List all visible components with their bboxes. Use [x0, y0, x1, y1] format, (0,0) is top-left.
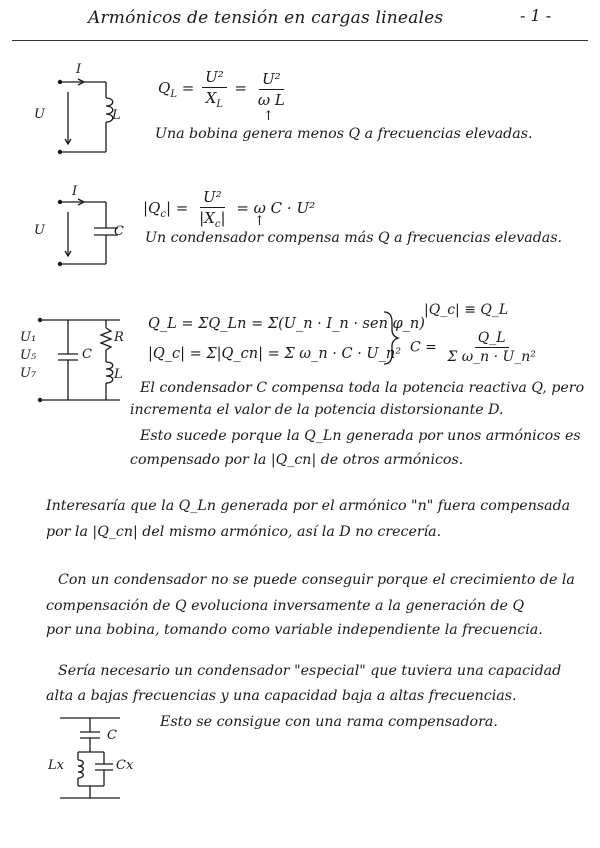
branch-cx-label: Cx — [116, 758, 134, 773]
s1-equation: $Q_L$ = $\frac{\text{U²}}{X_L}$ = $\frac{\text{U²}}{\text{ω L}}$ — [158, 68, 291, 110]
s2-voltage-label: U — [34, 223, 45, 238]
s3-source-u7: U₇ — [20, 366, 37, 381]
s3-c-num: Q_L — [475, 330, 509, 348]
para1-line1: Interesaría que la Q_Ln generada por el armónico "n" fuera compensada — [46, 498, 571, 514]
branch-c-label: C — [107, 728, 117, 743]
s3-c-den: Σ ω_n · U_n² — [447, 349, 536, 365]
s3-c-lhs: C = — [410, 339, 437, 356]
header-rule — [12, 40, 588, 41]
s2-current-label: I — [72, 184, 78, 199]
s1-note: Una bobina genera menos Q a frecuencias elevadas. — [155, 126, 533, 142]
page-number: - 1 - — [520, 6, 552, 25]
s3-resistor-label: R — [114, 330, 124, 345]
para3-line3: Esto se consigue con una rama compensadora. — [160, 714, 498, 730]
s3-equation-ql: Q_L = ΣQ_Ln = Σ(U_n · I_n · sen φ_n) — [148, 316, 425, 332]
s1-omega-arrow: ↑ — [263, 109, 274, 124]
s3-capacitor-label: C — [82, 347, 92, 362]
s2-equation: $|Q_c|$ = $\frac{\text{U²}}{|X_c|}$ = ω C · U² — [143, 188, 316, 230]
s2-omega-arrow: ↑ — [254, 214, 265, 229]
harmonic-load-circuit-diagram — [20, 312, 130, 404]
s1-frac1-num: U² — [202, 68, 227, 88]
para2-line3: por una bobina, tomando como variable independiente la frecuencia. — [46, 622, 543, 638]
s2-eq-rhs: = ω C · U² — [236, 199, 316, 217]
s1-frac2-den: ω L — [257, 90, 285, 109]
s3-note-line4: compensado por la |Q_cn| de otros armónicos. — [130, 452, 464, 468]
para2-line1: Con un condensador no se puede conseguir porque el crecimiento de la — [58, 572, 575, 588]
s2-frac — [196, 188, 228, 230]
s2-frac-den-sub: c — [214, 219, 221, 230]
para3-line1: Sería necesario un condensador "especial" que tuviera una capacidad — [58, 663, 562, 679]
s1-frac1-den-sub: L — [216, 99, 224, 110]
s2-note: Un condensador compensa más Q a frecuencias elevadas. — [145, 230, 563, 246]
s3-c-formula — [410, 330, 542, 365]
s3-source-u1: U₁ — [20, 330, 37, 345]
s3-note-line2: incrementa el valor de la potencia distorsionante D. — [130, 402, 504, 418]
s1-voltage-label: U — [34, 107, 45, 122]
s1-eq-lhs-sub: L — [170, 89, 177, 100]
s1-frac2 — [255, 70, 288, 109]
s1-frac1 — [202, 68, 227, 110]
s2-frac-den-x: |X — [199, 209, 215, 227]
s1-current-label: I — [76, 62, 82, 77]
s2-capacitor-label: C — [114, 224, 124, 239]
s3-brace — [380, 308, 400, 368]
s2-eq-lhs-sub: c — [160, 209, 166, 220]
s1-eq-lhs: Q — [158, 79, 171, 97]
s1-frac2-num: U² — [259, 70, 284, 90]
s3-source-u5: U₅ — [20, 348, 37, 363]
s3-c-frac — [444, 330, 539, 365]
para2-line2: compensación de Q evoluciona inversamente a la generación de Q — [46, 598, 525, 614]
page-title: Armónicos de tensión en cargas lineales — [88, 8, 444, 28]
s3-inductor-label: L — [114, 367, 123, 382]
s2-eq-lhs: |Q — [143, 199, 161, 217]
s3-note-line3: Esto sucede porque la Q_Ln generada por unos armónicos es — [140, 428, 581, 444]
para1-line2: por la |Q_cn| del mismo armónico, así la D no crecería. — [46, 524, 442, 540]
s3-note-line1: El condensador C compensa toda la potencia reactiva Q, pero — [140, 380, 585, 396]
s1-frac1-den — [203, 88, 226, 110]
para3-line2: alta a bajas frecuencias y una capacidad baja a altas frecuencias. — [46, 688, 517, 704]
s2-eq-lhs-close: | — [165, 199, 172, 217]
s3-equation-qc: |Q_c| = Σ|Q_cn| = Σ ω_n · C · U_n² — [148, 346, 402, 362]
branch-lx-label: Lx — [48, 758, 64, 773]
s2-frac-num: U² — [200, 188, 225, 208]
s1-frac1-den-x: X — [205, 89, 217, 107]
s1-inductor-label: L — [112, 108, 121, 123]
s2-frac-den-close: | — [220, 209, 226, 227]
s3-identity: |Q_c| ≡ Q_L — [424, 302, 509, 318]
s2-frac-den — [196, 208, 228, 230]
